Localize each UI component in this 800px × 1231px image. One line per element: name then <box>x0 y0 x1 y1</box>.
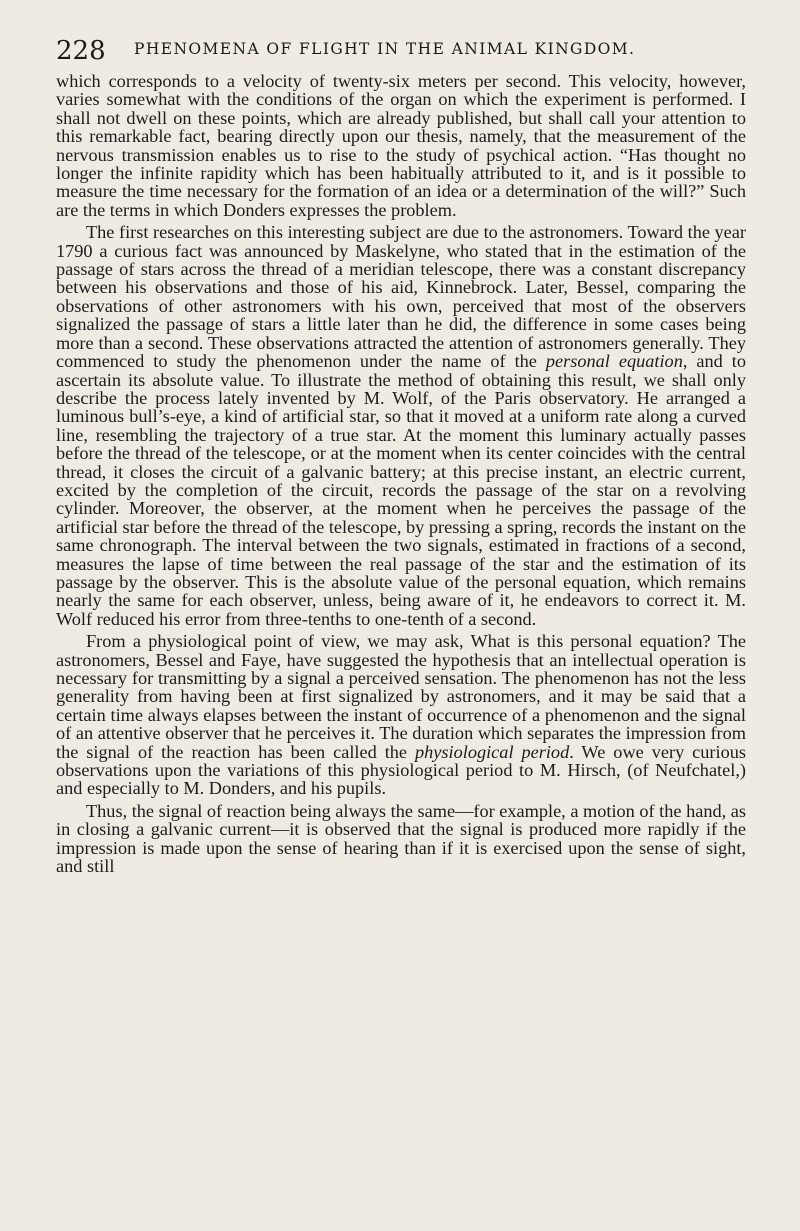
page-number: 228 <box>56 36 106 66</box>
paragraph-2-text-b: , and to ascertain its absolute value. To illustrate the method of obtaining this result, we shall only describe the process lately invented by M. Wolf, of the Paris observatory. He arranged a luminous bull’s-eye, a kind of artificial star, so that it moved at a uniform rate along a curved line, resembling the trajectory of a true star. At the moment this luminary actually passes before the thread of the telescope, or at the moment when its center coincides with the central thread, it closes the circuit of a galvanic battery; at this precise instant, an electric current, excited by the completion of the circuit, records the passage of the star on a revolving cylinder. Moreover, the observer, at the moment when he perceives the passage of the artificial star before the thread of the telescope, by pressing a spring, records the instant on the same chronograph. The interval between the two signals, estimated in fractions of a second, measures the lapse of time between the real passage of the star and the estimation of its passage by the observer. This is the absolute value of the personal equation, which remains nearly the same for each observer, unless, being aware of it, he endeavors to correct it. M. Wolf reduced his error from three-tenths to one-tenth of a second. <box>56 351 747 629</box>
paragraph-3-text-b: . We owe very curious observations upon the variations of this physiological period to M. Hirsch, (of Neufchatel,) and especially to M. Donders, and his pupils. <box>56 741 746 799</box>
paragraph-4 <box>56 802 746 876</box>
paragraph-3-text-a: From a physiological point of view, we may ask, What is this personal equation? The astronomers, Bessel and Faye, have suggested the hypothesis that an intellectual operation is necessary for transmitting by a signal a perceived sensation. The phenomenon has not the less generality from having been at first signalized by astronomers, and it may be said that a certain time always elapses between the instant of occurrence of a phenomenon and the signal of an attentive observer that he perceives it. The duration which separates the impression from the signal of the reaction has been called the <box>56 631 746 762</box>
page-body <box>56 72 746 875</box>
paragraph-1 <box>56 72 746 219</box>
page-header <box>56 30 756 70</box>
running-head: PHENOMENA OF FLIGHT IN THE ANIMAL KINGDOM. <box>134 40 636 58</box>
paragraph-1-text: which corresponds to a velocity of twenty-six meters per second. This velocity, however, varies somewhat with the conditions of the organ on which the experiment is performed. I shall not dwell on these points, which are already published, but shall call your attention to this remarkable fact, bearing directly upon our thesis, namely, that the measurement of the nervous transmission enables us to rise to the study of psychical action. “Has thought no longer the infinite rapidity which has been habitually attributed to it, and is it possible to measure the time necessary for the formation of an idea or a determination of the will?” Such are the terms in which Donders expresses the problem. <box>56 71 746 220</box>
paragraph-3 <box>56 632 746 798</box>
paragraph-4-text: Thus, the signal of reaction being always the same—for example, a motion of the hand, as in closing a galvanic current—it is observed that the signal is produced more rapidly if the impression is made upon the sense of hearing than if it is exercised upon the sense of sight, and still <box>56 800 746 877</box>
paragraph-2-italic: personal equation <box>545 351 683 372</box>
paragraph-2 <box>56 223 746 628</box>
paragraph-2-text-a: The first researches on this interesting subject are due to the astronomers. Toward the year 1790 a curious fact was announced by Maskelyne, who stated that in the estimation of the passage of stars across the thread of a meridian telescope, there was a constant discrepancy between his observations and those of his aid, Kinnebrock. Later, Bessel, comparing the observations of other astronomers with his own, perceived that most of the observers signalized the passage of stars a little later than he did, the difference in some cases being more than a second. These observations attracted the attention of astronomers generally. They commenced to study the phenomenon under the name of the <box>56 222 746 372</box>
paragraph-3-italic: physiological period <box>415 741 570 762</box>
